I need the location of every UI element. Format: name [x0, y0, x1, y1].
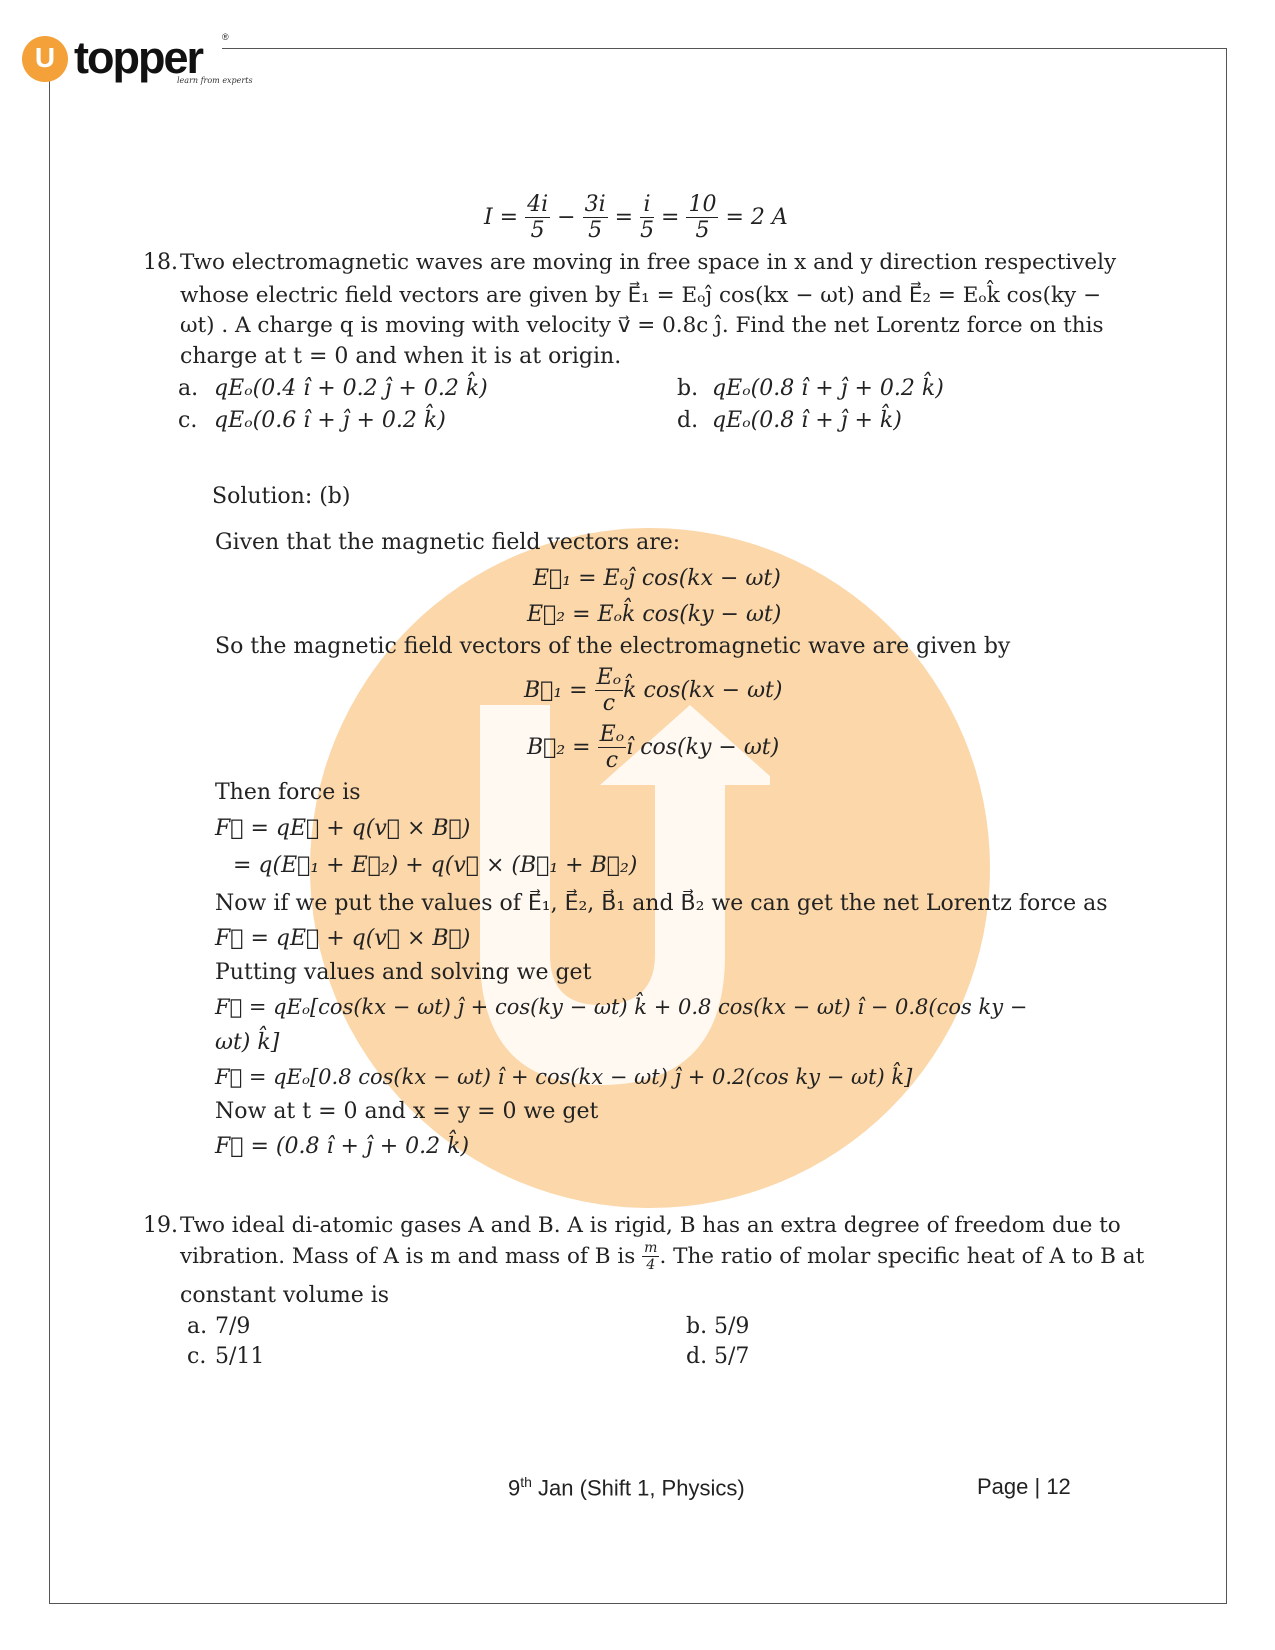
- fraction: $\frac{\text{Eₒ}}{c}$: [599, 722, 625, 774]
- equation: F⃗ = qEₒ[0.8 cos(kx − ωt) î + cos(kx − ωt) ĵ + 0.2(cos ky − ωt) k̂]: [215, 1065, 913, 1089]
- question-text: Two ideal di-atomic gases A and B. A is rigid, B has an extra degree of freedom due to: [180, 1213, 1121, 1238]
- header-rule: [222, 48, 1226, 49]
- option-label: c.: [178, 408, 198, 433]
- solution-text: Given that the magnetic field vectors are:: [215, 530, 681, 555]
- fraction: $\frac{\text{Eₒ}}{c}$: [596, 665, 622, 717]
- option-label: b.: [677, 376, 699, 401]
- question-text: vibration. Mass of A is m and mass of B is $\frac{m}{4}$ . The ratio of molar specific heat of A to B at: [180, 1240, 1145, 1274]
- option-label: b.: [686, 1314, 708, 1339]
- fraction: $\frac{4i}{5}$: [527, 192, 549, 244]
- option-d: qEₒ(0.8 î + ĵ + k̂): [712, 408, 902, 433]
- fraction: $\frac{i}{5}$: [640, 192, 655, 244]
- eq-lhs: I =: [484, 204, 519, 230]
- option-a: 7/9: [215, 1314, 251, 1339]
- footer-date: 9th Jan (Shift 1, Physics): [508, 1474, 745, 1501]
- equation: F⃗ = qE⃗ + q(v⃗ × B⃗): [215, 926, 471, 951]
- current-equation: I = $\frac{4i}{5}$ − $\frac{3i}{5}$ = $\frac{i}{5}$ = $\frac{10}{5}$ = 2 A: [484, 192, 788, 244]
- equation: B⃗₂ = $\frac{\text{Eₒ}}{c}$ î cos(ky − ωt): [527, 722, 780, 774]
- question-text: ωt) . A charge q is moving with velocity v⃗ = 0.8c ĵ. Find the net Lorentz force on this: [180, 313, 1104, 338]
- equation: = q(E⃗₁ + E⃗₂) + q(v⃗ × (B⃗₁ + B⃗₂): [233, 853, 638, 878]
- eq-rhs: = 2 A: [725, 204, 788, 230]
- solution-text: Now if we put the values of E⃗₁, E⃗₂, B⃗₁ and B⃗₂ we can get the net Lorentz force as: [215, 891, 1108, 916]
- question-number: 19.: [143, 1213, 178, 1238]
- question-number: 18.: [143, 250, 178, 275]
- page-number: Page | 12: [977, 1474, 1071, 1499]
- fraction: $\frac{3i}{5}$: [584, 192, 606, 244]
- option-label: a.: [187, 1314, 208, 1339]
- option-b: 5/9: [714, 1314, 750, 1339]
- brand-tagline: learn from experts: [177, 76, 253, 85]
- question-text: whose electric field vectors are given by E⃗₁ = Eₒĵ cos(kx − ωt) and E⃗₂ = Eₒk̂ cos(ky −: [180, 283, 1102, 308]
- question-text: Two electromagnetic waves are moving in free space in x and y direction respectively: [180, 250, 1117, 275]
- solution-text: Now at t = 0 and x = y = 0 we get: [215, 1099, 599, 1124]
- option-label: c.: [187, 1344, 207, 1369]
- equation: B⃗₁ = $\frac{\text{Eₒ}}{c}$ k̂ cos(kx − ωt): [524, 665, 783, 717]
- equation: F⃗ = (0.8 î + ĵ + 0.2 k̂): [215, 1134, 470, 1159]
- logo-letter: U: [34, 42, 56, 73]
- solution-heading: Solution: (b): [212, 484, 351, 509]
- equation: E⃗₂ = Eₒk̂ cos(ky − ωt): [527, 602, 782, 627]
- option-c: 5/11: [215, 1344, 265, 1369]
- option-label: d.: [677, 408, 699, 433]
- equation: F⃗ = qE⃗ + q(v⃗ × B⃗): [215, 816, 471, 841]
- equation: E⃗₁ = Eₒĵ cos(kx − ωt): [533, 566, 781, 591]
- solution-text: Putting values and solving we get: [215, 960, 592, 985]
- question-text: constant volume is: [180, 1283, 390, 1308]
- equation: ωt) k̂]: [215, 1030, 280, 1055]
- option-c: qEₒ(0.6 î + ĵ + 0.2 k̂): [214, 408, 446, 433]
- fraction: $\frac{m}{4}$: [644, 1240, 658, 1274]
- solution-text: Then force is: [215, 780, 361, 805]
- option-d: 5/7: [714, 1344, 750, 1369]
- registered-mark: ®: [222, 32, 229, 42]
- option-a: qEₒ(0.4 î + 0.2 ĵ + 0.2 k̂): [214, 376, 488, 401]
- option-b: qEₒ(0.8 î + ĵ + 0.2 k̂): [712, 376, 944, 401]
- equation: F⃗ = qEₒ[cos(kx − ωt) ĵ + cos(ky − ωt) k̂ + 0.8 cos(kx − ωt) î − 0.8(cos ky −: [215, 995, 1028, 1019]
- solution-text: So the magnetic field vectors of the electromagnetic wave are given by: [215, 634, 1011, 659]
- brand-name: topper: [74, 32, 202, 83]
- option-label: a.: [178, 376, 199, 401]
- question-text: charge at t = 0 and when it is at origin.: [180, 344, 622, 369]
- option-label: d.: [686, 1344, 708, 1369]
- fraction: $\frac{10}{5}$: [688, 192, 717, 244]
